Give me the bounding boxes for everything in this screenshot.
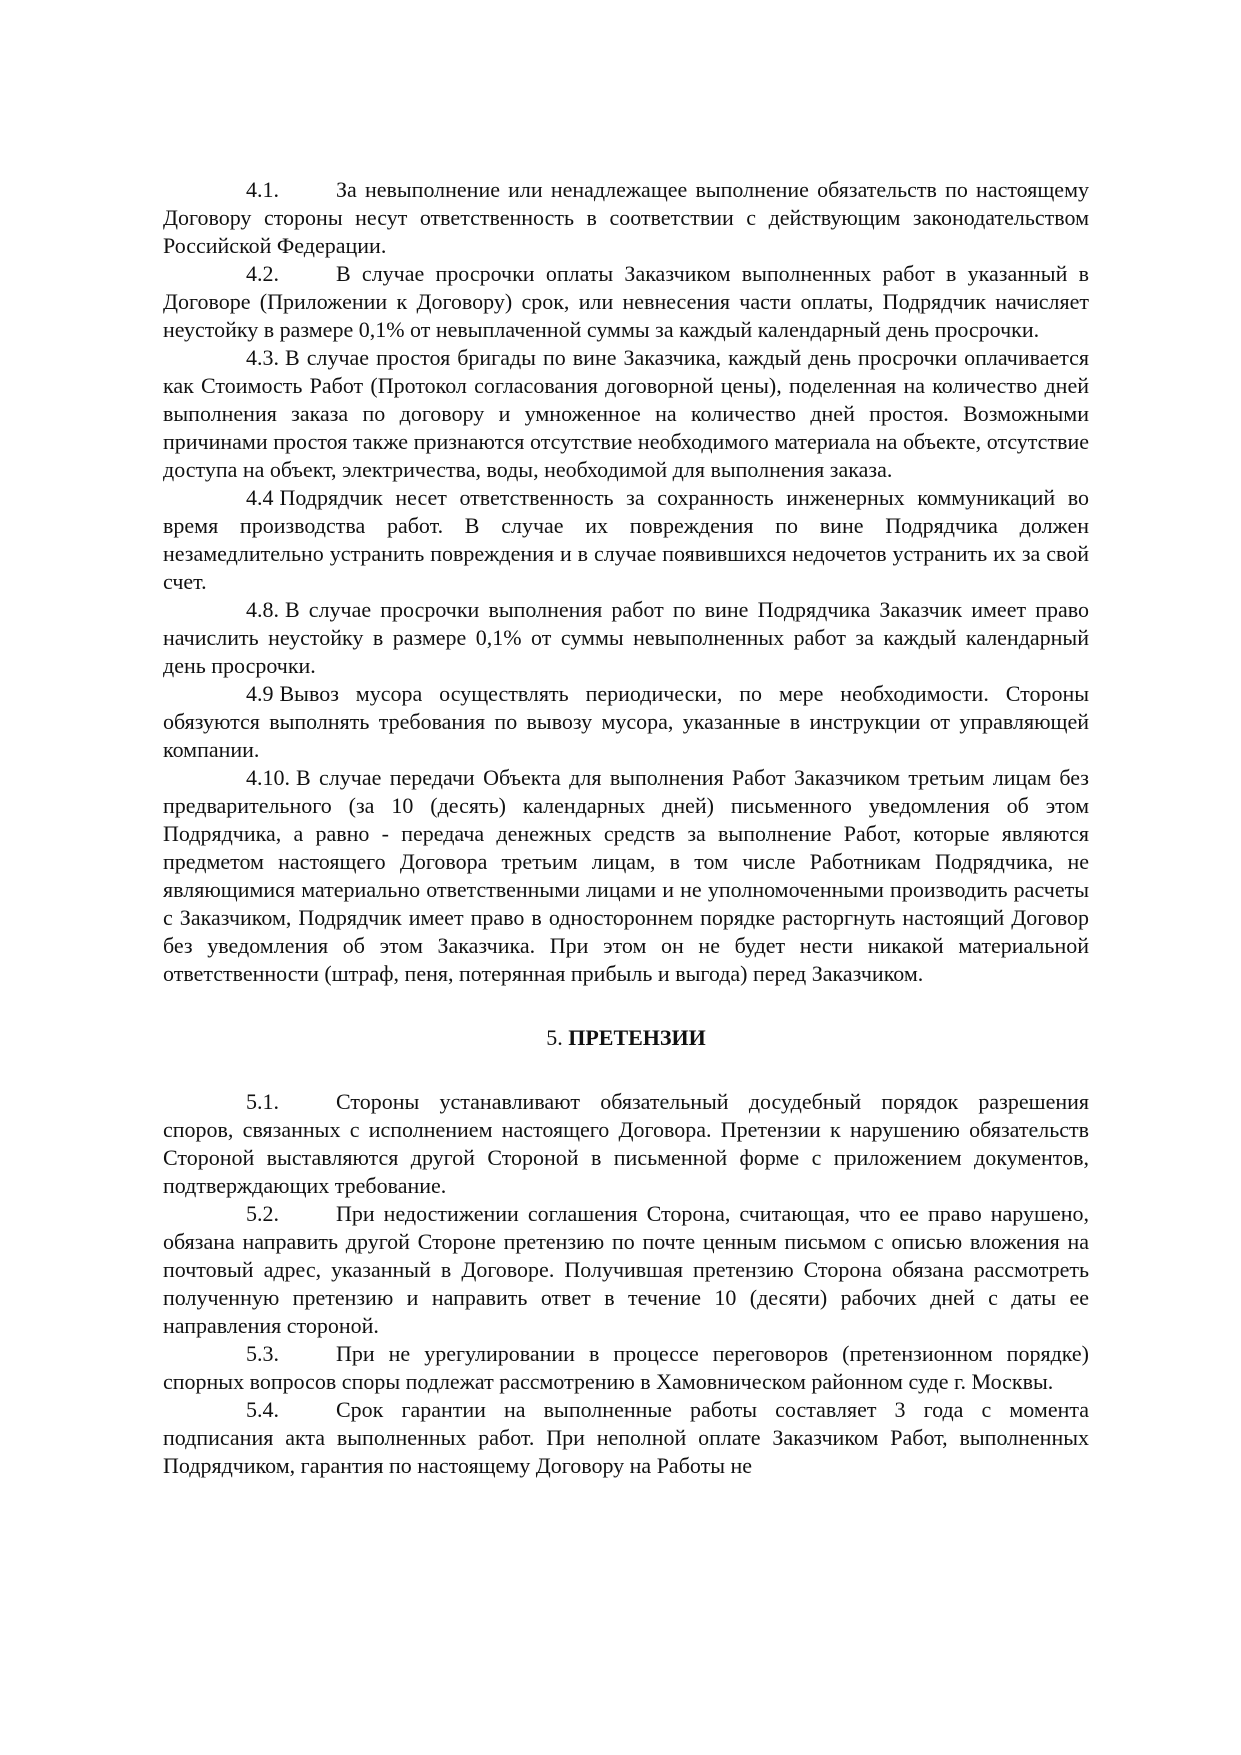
clause-text: Вывоз мусора осуществлять периодически, по мере необходимости. Стороны обязуются выполнять требования по вывозу мусора, указанные в инструкции от управляющей компании. <box>163 681 1089 762</box>
clause-paragraph <box>163 680 1089 764</box>
clause-number: 4.3. <box>246 345 279 370</box>
clause-number: 5.4. <box>246 1397 279 1422</box>
clause-text: При недостижении соглашения Сторона, считающая, что ее право нарушено, обязана направить другой Стороне претензию по почте ценным письмом с описью вложения на почтовый адрес, указанный в Договоре. Получившая претензию Сторона обязана рассмотреть полученную претензию и направить ответ в течение 10 (десяти) рабочих дней с даты ее направления стороной. <box>163 1201 1089 1338</box>
clause-number: 4.4 <box>246 485 274 510</box>
clause-number: 4.10. <box>246 765 290 790</box>
clause-number: 4.9 <box>246 681 274 706</box>
document-body <box>163 176 1089 1480</box>
clause-number: 4.8. <box>246 597 279 622</box>
clause-text: В случае просрочки выполнения работ по вине Подрядчика Заказчик имеет право начислить неустойку в размере 0,1% от суммы невыполненных работ за каждый календарный день просрочки. <box>163 597 1089 678</box>
clause-paragraph <box>163 1340 1089 1396</box>
clause-number: 5.1. <box>246 1089 279 1114</box>
section-number: 5. <box>546 1025 563 1050</box>
clause-text: За невыполнение или ненадлежащее выполнение обязательств по настоящему Договору стороны несут ответственность в соответствии с действующим законодательством Российской Федерации. <box>163 177 1089 258</box>
clause-text: Стороны устанавливают обязательный досудебный порядок разрешения споров, связанных с исполнением настоящего Договора. Претензии к нарушению обязательств Стороной выставляются другой Стороной в письменной форме с приложением документов, подтверждающих требование. <box>163 1089 1089 1198</box>
clause-paragraph <box>163 484 1089 596</box>
clause-number: 4.1. <box>246 177 279 202</box>
clause-number: 5.3. <box>246 1341 279 1366</box>
clause-paragraph <box>163 596 1089 680</box>
section-heading <box>163 1024 1089 1052</box>
clause-text: Срок гарантии на выполненные работы составляет 3 года с момента подписания акта выполненных работ. При неполной оплате Заказчиком Работ, выполненных Подрядчиком, гарантия по настоящему Договору на Работы не <box>163 1397 1089 1478</box>
clause-paragraph <box>163 1396 1089 1480</box>
section-5-clauses <box>163 1088 1089 1480</box>
clause-number: 5.2. <box>246 1201 279 1226</box>
clause-paragraph <box>163 260 1089 344</box>
section-title: ПРЕТЕНЗИИ <box>568 1025 706 1050</box>
clause-number: 4.2. <box>246 261 279 286</box>
clause-paragraph <box>163 176 1089 260</box>
clause-text: Подрядчик несет ответственность за сохранность инженерных коммуникаций во время производства работ. В случае их повреждения по вине Подрядчика должен незамедлительно устранить повреждения и в случае появившихся недочетов устранить их за свой счет. <box>163 485 1089 594</box>
clause-text: В случае просрочки оплаты Заказчиком выполненных работ в указанный в Договоре (Приложении к Договору) срок, или невнесения части оплаты, Подрядчик начисляет неустойку в размере 0,1% от невыплаченной суммы за каждый календарный день просрочки. <box>163 261 1089 342</box>
clause-paragraph <box>163 1088 1089 1200</box>
section-4-clauses <box>163 176 1089 988</box>
clause-text: При не урегулировании в процессе переговоров (претензионном порядке) спорных вопросов споры подлежат рассмотрению в Хамовническом районном суде г. Москвы. <box>163 1341 1089 1394</box>
clause-text: В случае простоя бригады по вине Заказчика, каждый день просрочки оплачивается как Стоимость Работ (Протокол согласования договорной цены), поделенная на количество дней выполнения заказа по договору и умноженное на количество дней простоя. Возможными причинами простоя также признаются отсутствие необходимого материала на объекте, отсутствие доступа на объект, электричества, воды, необходимой для выполнения заказа. <box>163 345 1089 482</box>
clause-paragraph <box>163 344 1089 484</box>
clause-text: В случае передачи Объекта для выполнения Работ Заказчиком третьим лицам без предварительного (за 10 (десять) календарных дней) письменного уведомления об этом Подрядчика, а равно - передача денежных средств за выполнение Работ, которые являются предметом настоящего Договора третьим лицам, в том числе Работникам Подрядчика, не являющимися материально ответственными лицами и не уполномоченными производить расчеты с Заказчиком, Подрядчик имеет право в одностороннем порядке расторгнуть настоящий Договор без уведомления об этом Заказчика. При этом он не будет нести никакой материальной ответственности (штраф, пеня, потерянная прибыль и выгода) перед Заказчиком. <box>163 765 1089 986</box>
clause-paragraph <box>163 1200 1089 1340</box>
clause-paragraph <box>163 764 1089 988</box>
